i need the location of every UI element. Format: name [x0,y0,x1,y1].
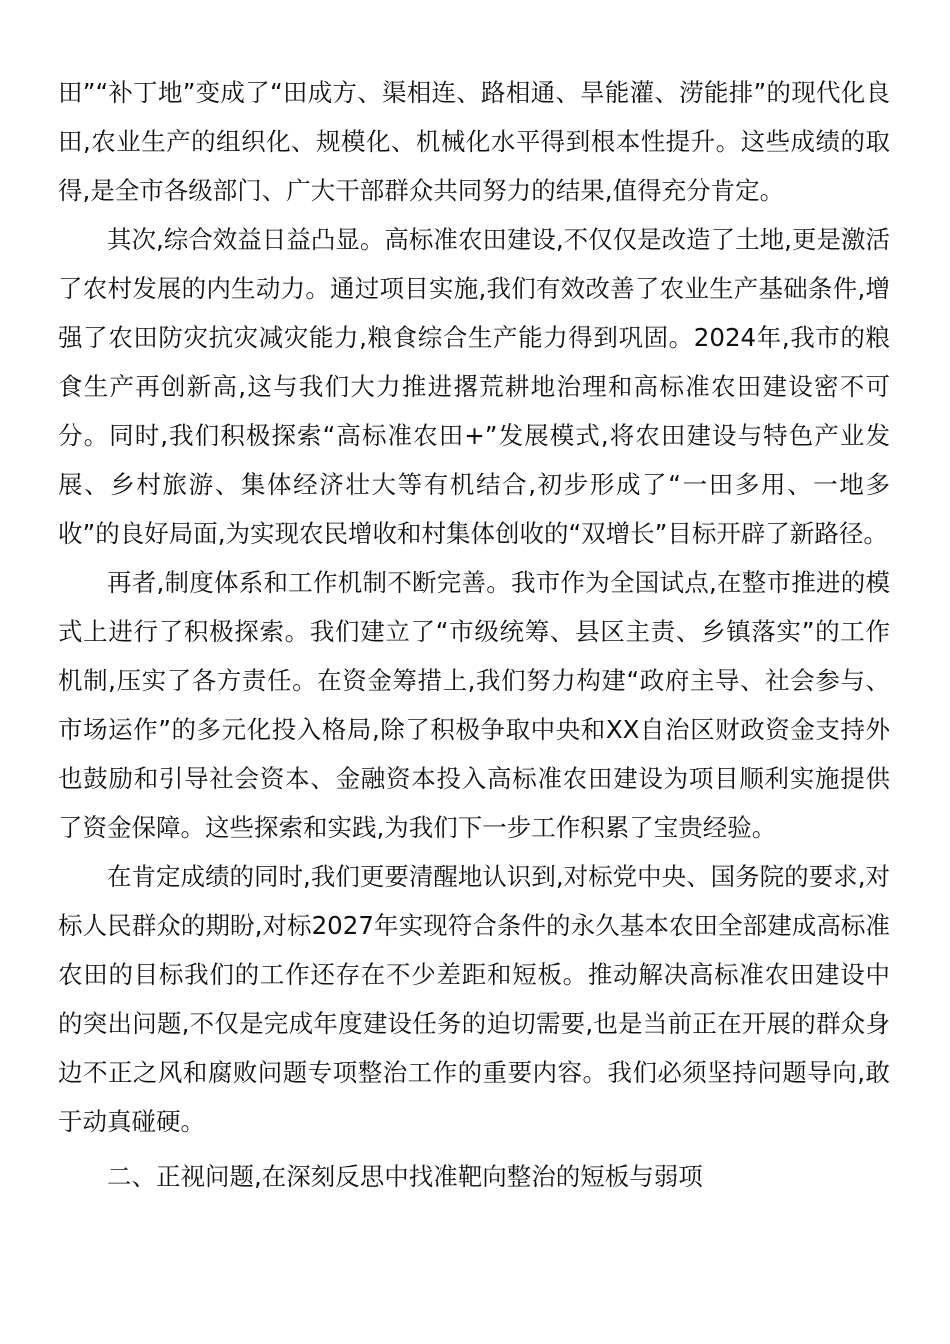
paragraph-institutional-mechanisms: 再者,制度体系和工作机制不断完善。我市作为全国试点,在整市推进的模式上进行了积极探索。我们建立了“市级统筹、县区主责、乡镇落实”的工作机制,压实了各方责任。在资金筹措上,我们努力构建“政府主导、社会参与、市场运作”的多元化投入格局,除了积极争取中央和XX自治区财政资金支持外也鼓励和引导社会资本、金融资本投入高标准农田建设为项目顺利实施提供了资金保障。这些探索和实践,为我们下一步工作积累了宝贵经验。 [58,568,890,842]
paragraph-gaps-and-shortcomings: 在肯定成绩的同时,我们更要清醒地认识到,对标党中央、国务院的要求,对标人民群众的期盼,对标2027年实现符合条件的永久基本农田全部建成高标准农田的目标我们的工作还存在不少差距和短板。推动解决高标准农田建设中的突出问题,不仅是完成年度建设任务的迫切需要,也是当前正在开展的群众身边不正之风和腐败问题专项整治工作的重要内容。我们必须坚持问题导向,敢于动真碰硬。 [58,862,890,1136]
section-heading: 二、正视问题,在深刻反思中找准靶向整治的短板与弱项 [107,1162,703,1191]
document-body [58,68,890,1206]
paragraph-continuation: 田”“补丁地”变成了“田成方、渠相连、路相通、旱能灌、涝能排”的现代化良田,农业生产的组织化、规模化、机械化水平得到根本性提升。这些成绩的取得,是全市各级部门、广大干部群众共同努力的结果,值得充分肯定。 [58,78,890,205]
paragraph-comprehensive-benefits: 其次,综合效益日益凸显。高标准农田建设,不仅仅是改造了土地,更是激活了农村发展的内生动力。通过项目实施,我们有效改善了农业生产基础条件,增强了农田防灾抗灾减灾能力,粮食综合生产能力得到巩固。2024年,我市的粮食生产再创新高,这与我们大力推进撂荒耕地治理和高标准农田建设密不可分。同时,我们积极探索“高标准农田+”发展模式,将农田建设与特色产业发展、乡村旅游、集体经济壮大等有机结合,初步形成了“一田多用、一地多收”的良好局面,为实现农民增收和村集体创收的“双增长”目标开辟了新路径。 [58,225,890,548]
